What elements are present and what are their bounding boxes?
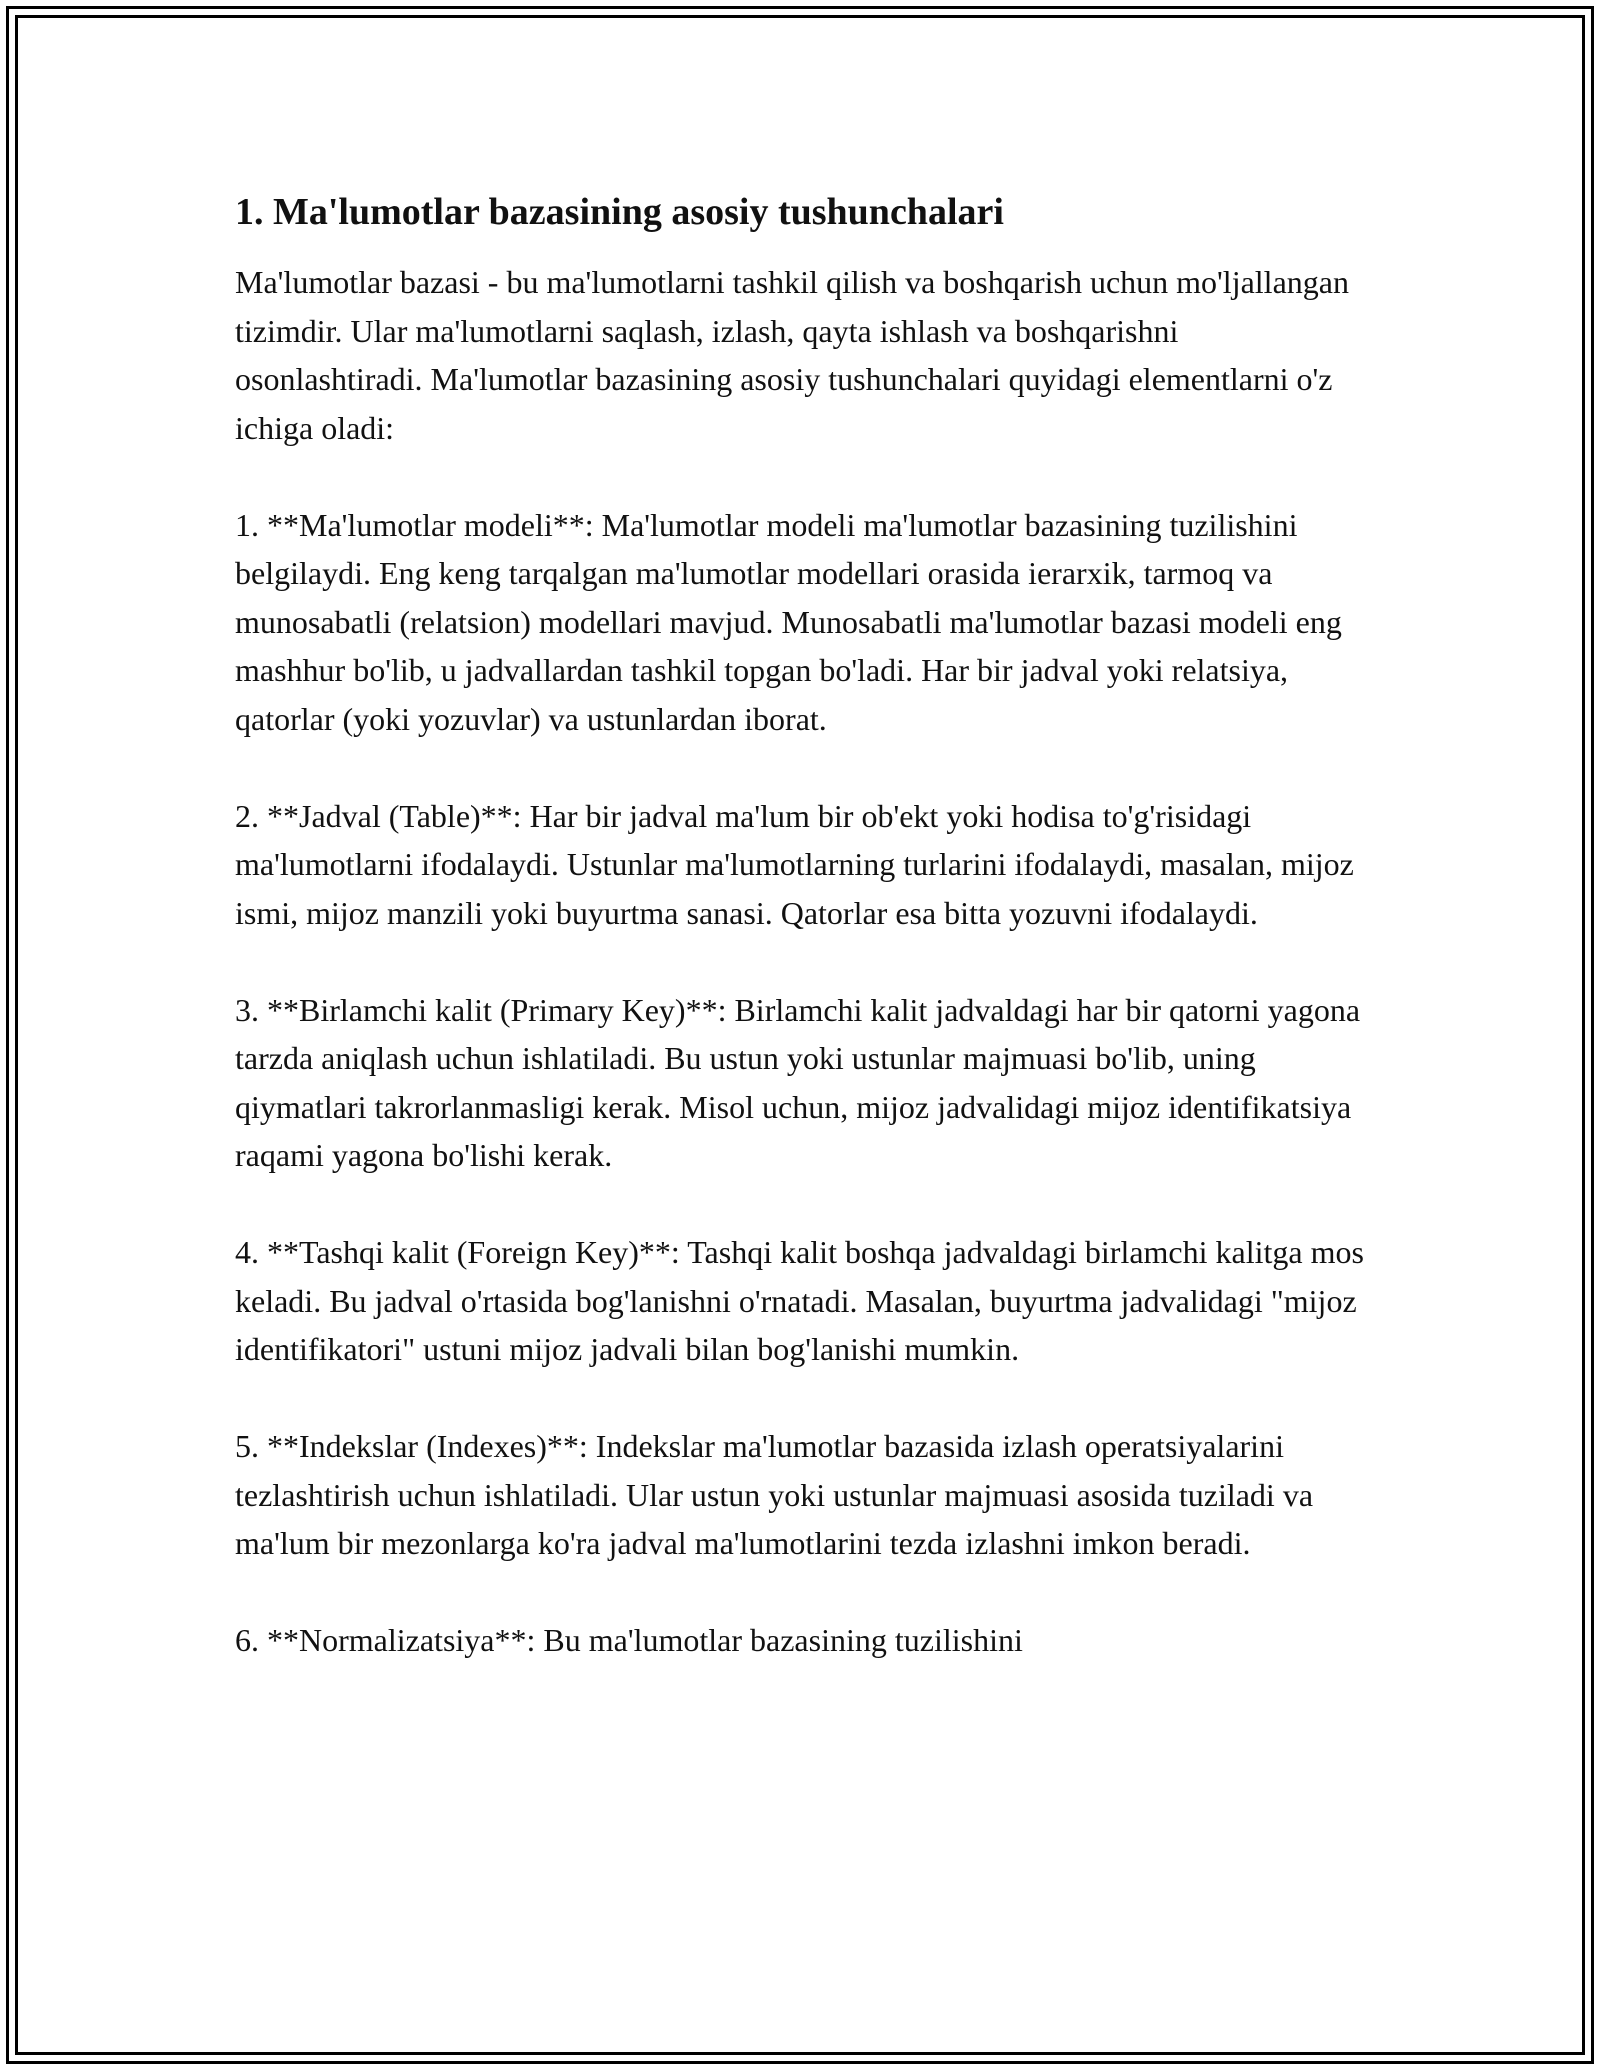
paragraph-table: 2. **Jadval (Table)**: Har bir jadval ma'lum bir ob'ekt yoki hodisa to'g'risidagi ma'lumotlarni ifodalaydi. Ustunlar ma'lumotlarning turlarini ifodalaydi, masalan, mijoz ismi, mijoz manzili yoki buyurtma sanasi. Qatorlar esa bitta yozuvni ifodalaydi. <box>235 797 1354 931</box>
document-body <box>235 186 1365 1713</box>
paragraph-indexes: 5. **Indekslar (Indexes)**: Indekslar ma'lumotlar bazasida izlash operatsiyalarini tezlashtirish uchun ishlatiladi. Ular ustun yoki ustunlar majmuasi asosida tuziladi va ma'lum bir mezonlarga ko'ra jadval ma'lumotlarini tezda izlashni imkon beradi. <box>235 1428 1314 1561</box>
document-title: 1. Ma'lumotlar bazasining asosiy tushunchalari <box>235 191 1004 233</box>
intro-paragraph: Ma'lumotlar bazasi - bu ma'lumotlarni tashkil qilish va boshqarish uchun mo'ljallangan tizimdir. Ular ma'lumotlarni saqlash, izlash, qayta ishlash va boshqarishni osonlashtiradi. Ma'lumotlar bazasining asosiy tushunchalari quyidagi elementlarni o'z ichiga oladi: <box>235 264 1349 446</box>
paragraph-foreign-key: 4. **Tashqi kalit (Foreign Key)**: Tashqi kalit boshqa jadvaldagi birlamchi kalitga mos keladi. Bu jadval o'rtasida bog'lanishni o'rnatadi. Masalan, buyurtma jadvalidagi "mijoz identifikatori" ustuni mijoz jadvali bilan bog'lanishi mumkin. <box>235 1234 1364 1367</box>
paragraph-data-model: 1. **Ma'lumotlar modeli**: Ma'lumotlar modeli ma'lumotlar bazasining tuzilishini belgilaydi. Eng keng tarqalgan ma'lumotlar modellari orasida ierarxik, tarmoq va munosabatli (relatsion) modellari mavjud. Munosabatli ma'lumotlar bazasi modeli eng mashhur bo'lib, u jadvallardan tashkil topgan bo'ladi. Har bir jadval yoki relatsiya, qatorlar (yoki yozuvlar) va ustunlardan iborat. <box>235 506 1342 737</box>
paragraph-normalization: 6. **Normalizatsiya**: Bu ma'lumotlar bazasining tuzilishini <box>235 1622 1023 1658</box>
paragraph-primary-key: 3. **Birlamchi kalit (Primary Key)**: Birlamchi kalit jadvaldagi har bir qatorni yagona tarzda aniqlash uchun ishlatiladi. Bu ustun yoki ustunlar majmuasi bo'lib, uning qiymatlari takrorlanmasligi kerak. Misol uchun, mijoz jadvalidagi mijoz identifikatsiya raqami yagona bo'lishi kerak. <box>235 991 1361 1173</box>
